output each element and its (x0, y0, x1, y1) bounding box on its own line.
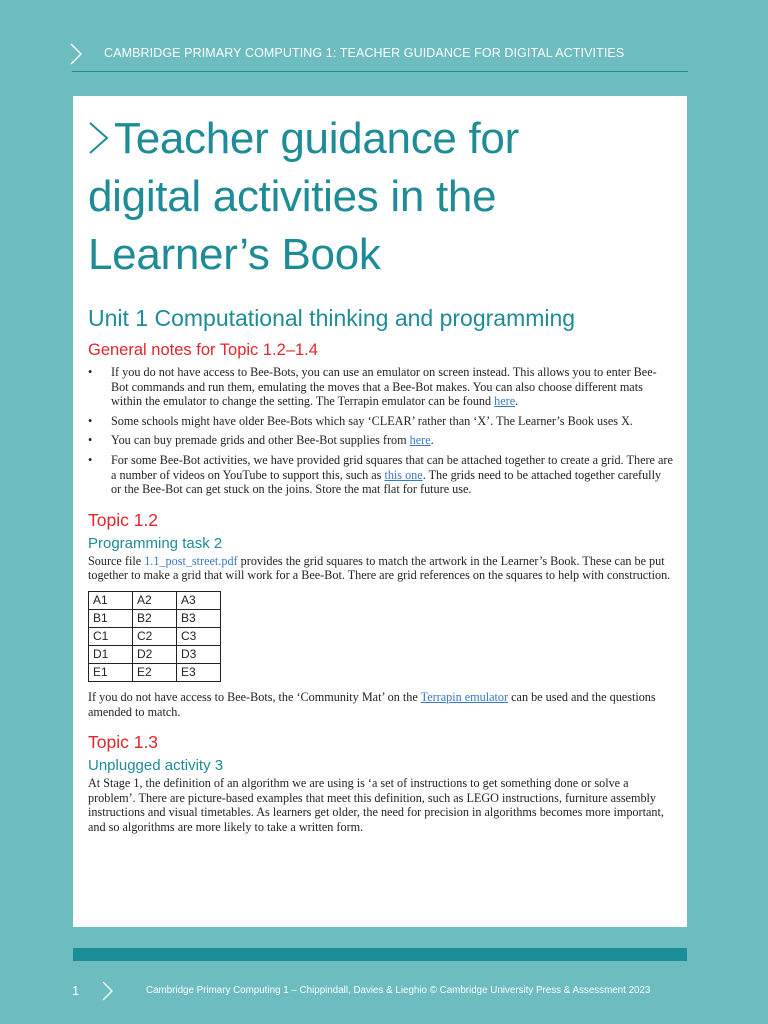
footer-citation: Cambridge Primary Computing 1 – Chippindall, Davies & Lieghio © Cambridge University Press & Assessment 2023 (146, 985, 651, 996)
table-cell: E3 (177, 663, 221, 681)
table-row (89, 645, 221, 663)
list-item: • You can buy premade grids and other Bee-Bot supplies from here. (88, 433, 434, 448)
source-file-name[interactable]: 1.1_post_street.pdf (144, 553, 238, 568)
running-header: CAMBRIDGE PRIMARY COMPUTING 1: TEACHER GUIDANCE FOR DIGITAL ACTIVITIES (104, 46, 625, 60)
table-cell: E1 (89, 663, 133, 681)
title-chevron-icon (88, 121, 110, 155)
emulator-link[interactable]: here (494, 394, 516, 409)
content-body (88, 110, 674, 835)
table-cell: E2 (133, 663, 177, 681)
table-cell: C3 (177, 627, 221, 645)
source-file-paragraph: Source file 1.1_post_street.pdf provides the grid squares to match the artwork in the Learner’s Book. These can be put together to make a grid that will work for a Bee-Bot. There are grid references on the squares to help with construction. (88, 553, 671, 583)
title-line-3: Learner’s Book (88, 230, 381, 279)
table-cell: A3 (177, 591, 221, 609)
table-row (89, 609, 221, 627)
table-cell: D1 (89, 645, 133, 663)
content-panel (73, 96, 687, 927)
emulator-paragraph: If you do not have access to Bee-Bots, the ‘Community Mat’ on the Terrapin emulator can be used and the questions amended to match. (88, 689, 656, 719)
bullet-icon: • (88, 365, 93, 379)
general-notes-heading: General notes for Topic 1.2–1.4 (88, 341, 318, 359)
list-item: • If you do not have access to Bee-Bots, you can use an emulator on screen instead. This allows you to enter Bee-Bot commands and run them, emulating the moves that a Bee-Bot makes. You can also choose different mats within the emulator to change the setting. The Terrapin emulator can be found here. (88, 365, 657, 409)
table-row (89, 627, 221, 645)
page-title (88, 110, 674, 284)
table-cell: A1 (89, 591, 133, 609)
supplies-link[interactable]: here (409, 433, 431, 448)
table-row (89, 591, 221, 609)
footer-bar (73, 948, 687, 961)
title-line-2: digital activities in the (88, 172, 497, 221)
topic-1-3-heading: Topic 1.3 (88, 732, 159, 753)
chevron-right-icon (70, 43, 82, 65)
bullet-icon: • (88, 433, 93, 448)
unplugged-activity-3-heading: Unplugged activity 3 (88, 757, 224, 775)
bullet-icon: • (88, 452, 93, 467)
general-notes-list (88, 365, 674, 497)
table-cell: A2 (133, 591, 177, 609)
list-item: • Some schools might have older Bee-Bots which say ‘CLEAR’ rather than ‘X’. The Learner’s Book uses X. (88, 413, 633, 428)
terrapin-emulator-link[interactable]: Terrapin emulator (420, 689, 509, 704)
title-line-1: Teacher guidance for (114, 114, 519, 163)
algorithm-paragraph: At Stage 1, the definition of an algorithm we are using is ‘a set of instructions to get something done or solve a problem’. There are picture-based examples that meet this definition, such as LEGO instructions, furniture assembly instructions and visual timetables. As learners get older, the need for precision in algorithms becomes more important, and so algorithms are more likely to take a written form. (88, 776, 664, 834)
table-cell: D2 (133, 645, 177, 663)
youtube-video-link[interactable]: this one (384, 467, 423, 482)
unit-heading: Unit 1 Computational thinking and programming (88, 305, 576, 331)
header-rule (72, 71, 688, 72)
bullet-icon: • (88, 413, 93, 428)
table-cell: C1 (89, 627, 133, 645)
table-cell: B2 (133, 609, 177, 627)
table-row (89, 663, 221, 681)
topic-1-2-heading: Topic 1.2 (88, 509, 159, 530)
chevron-right-icon (102, 981, 113, 1001)
table-cell: B1 (89, 609, 133, 627)
table-cell: D3 (177, 645, 221, 663)
grid-reference-table (88, 591, 221, 682)
programming-task-2-heading: Programming task 2 (88, 534, 223, 552)
table-cell: B3 (177, 609, 221, 627)
page-number: 1 (72, 983, 80, 998)
list-item: • For some Bee-Bot activities, we have provided grid squares that can be attached together to create a grid. There are a number of videos on YouTube to support this, such as this one. The grids need to be attached together carefully or the Bee-Bot can get stuck on the joins. Store the mat flat for future use. (88, 452, 673, 497)
table-cell: C2 (133, 627, 177, 645)
